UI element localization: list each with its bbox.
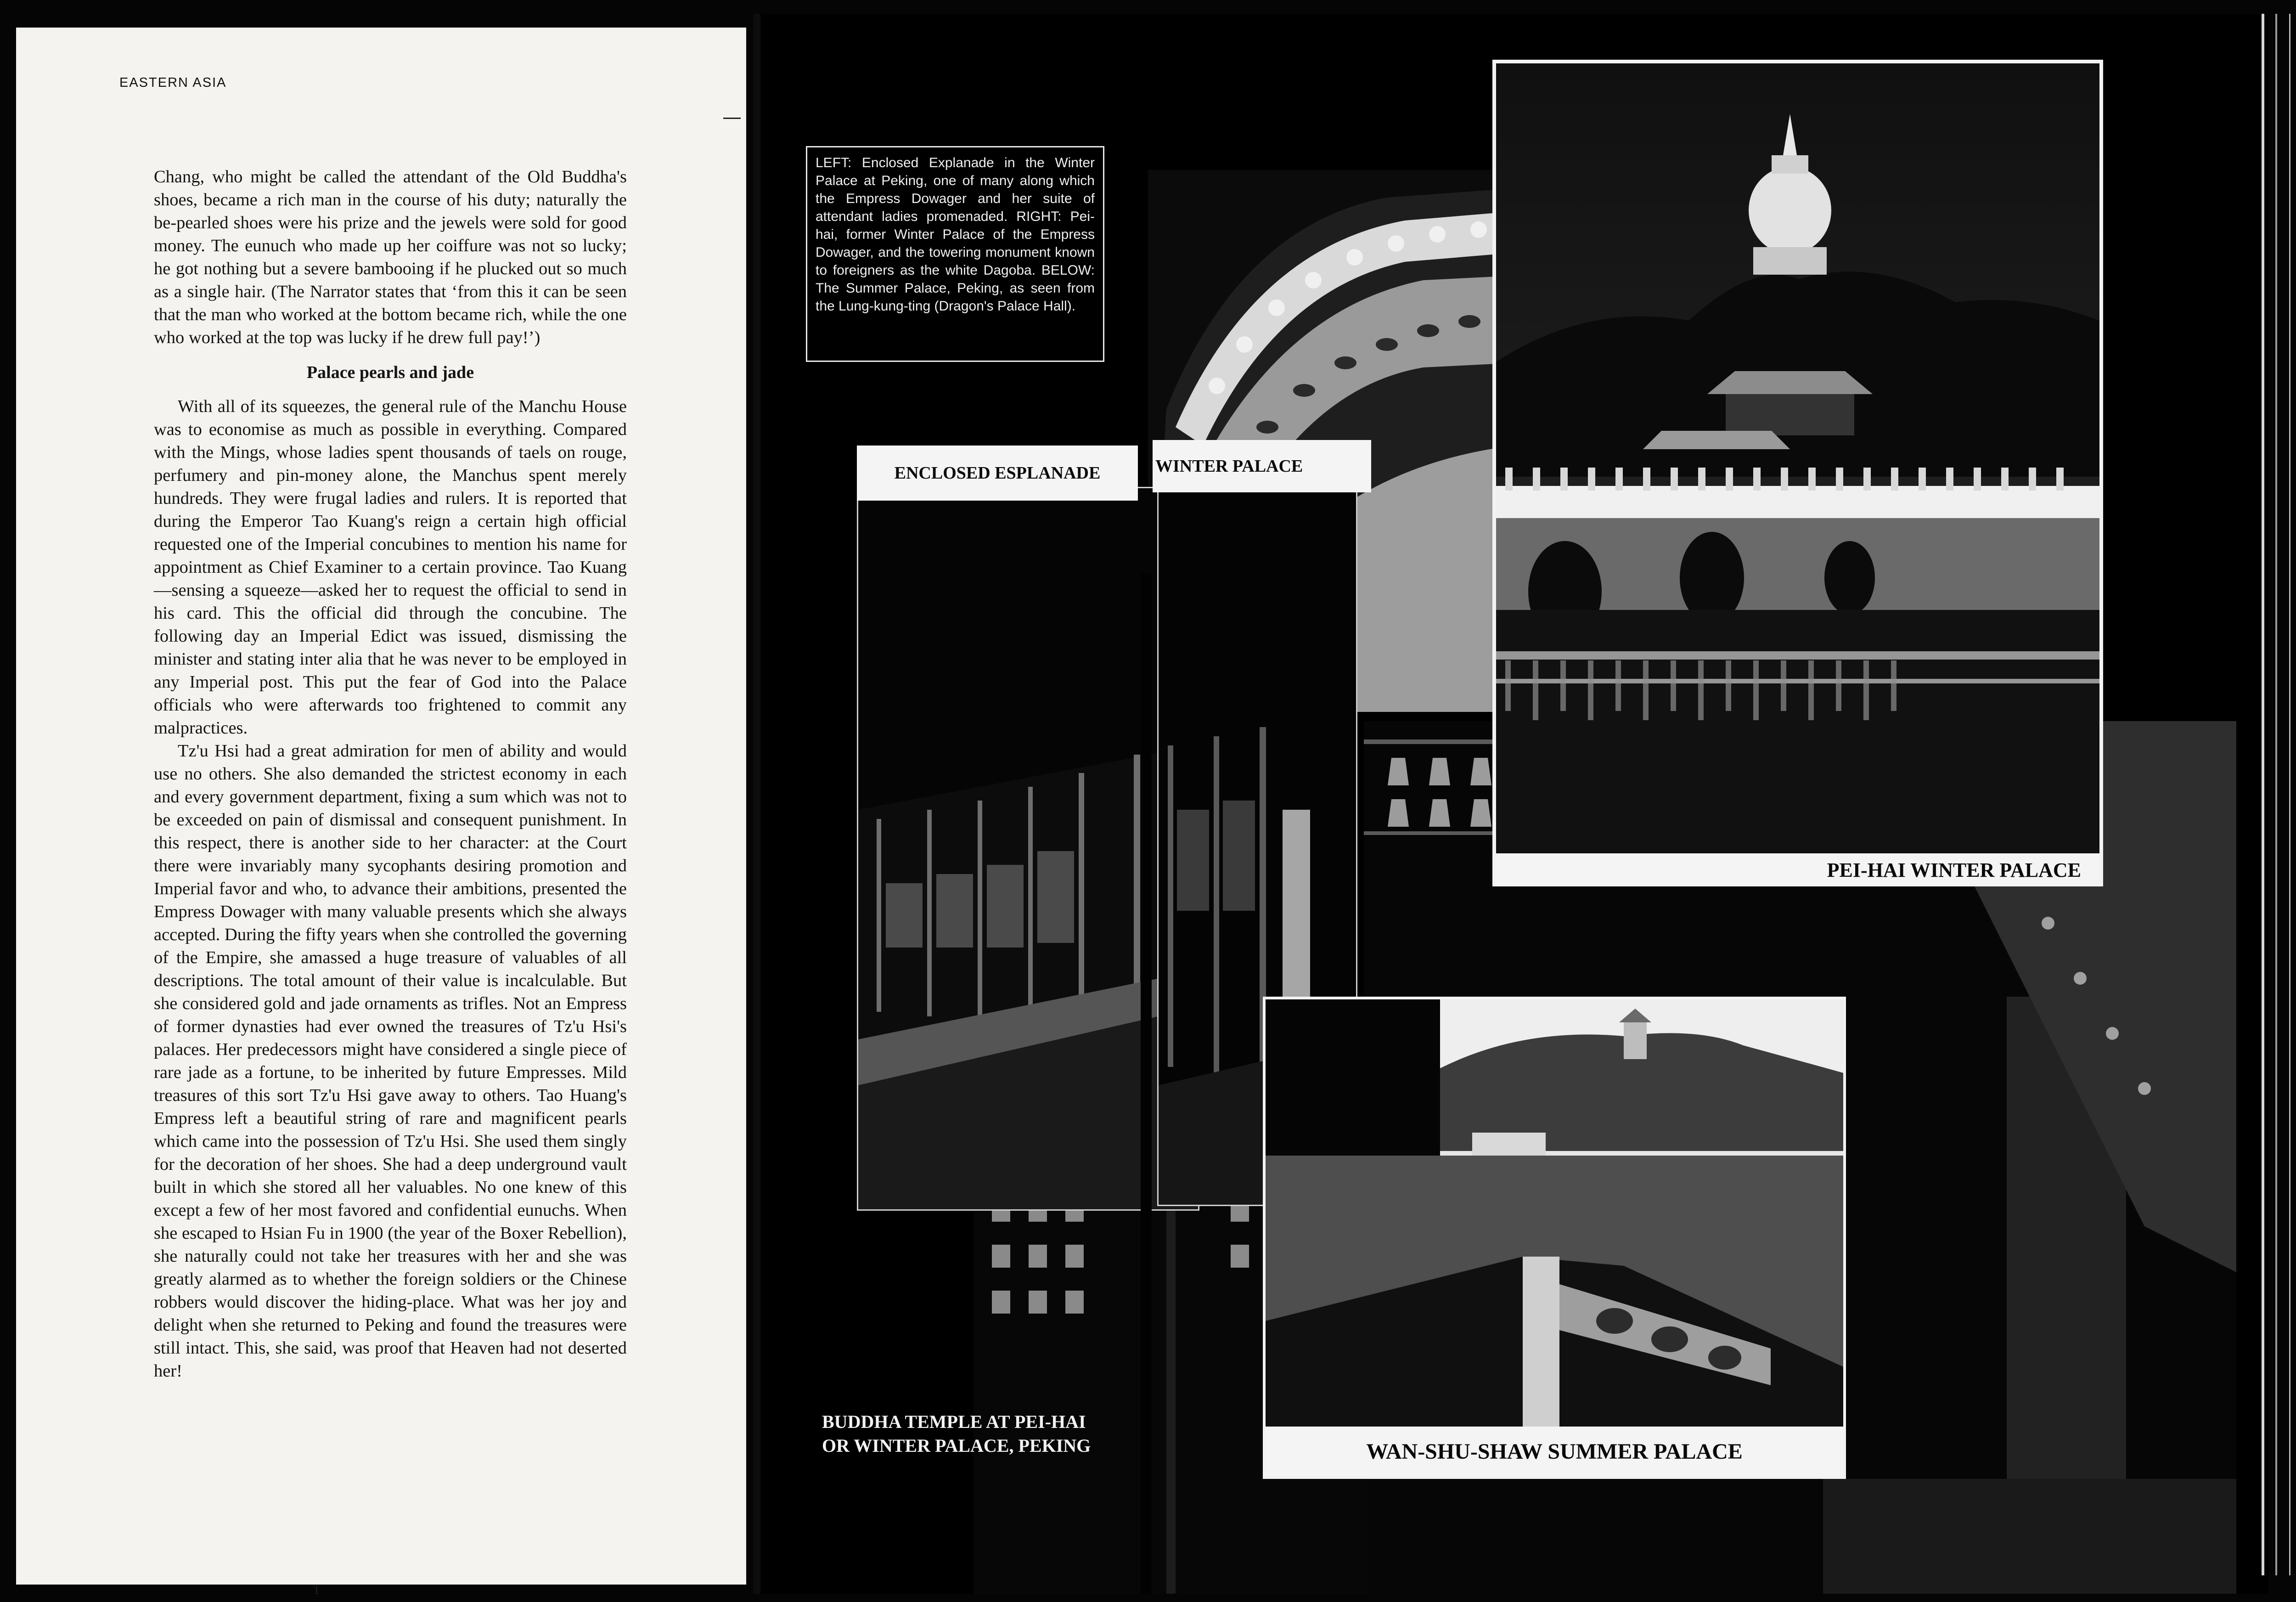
inner-gutter: [1141, 574, 1152, 1594]
esplanade-label-right: [1153, 440, 1371, 492]
buddha-temple-label: [822, 1410, 1091, 1458]
text-page: [16, 28, 746, 1596]
page-edges: [2262, 14, 2296, 1585]
pei-hai-image: [1496, 63, 2099, 853]
page-number: 1: [314, 1585, 319, 1596]
summer-palace-label: [1266, 1427, 1843, 1476]
page-edge-line: [2275, 14, 2277, 1575]
pei-hai-label-text: PEI-HAI WINTER PALACE: [1827, 858, 2081, 881]
pei-hai-label: [1496, 853, 2099, 886]
photo-caption-box: [806, 146, 1104, 362]
pei-hai-photo: [1496, 63, 2099, 853]
esplanade-label-left: [857, 446, 1138, 501]
section-heading: Palace pearls and jade: [306, 363, 474, 382]
page-edge-line: [2262, 14, 2264, 1575]
spine-gutter: [753, 14, 760, 1594]
page-edge-line: [2289, 14, 2290, 1575]
esplanade-label-right-text: WINTER PALACE: [1155, 457, 1303, 476]
buddha-temple-label-line1: BUDDHA TEMPLE AT PEI-HAI: [822, 1411, 1086, 1432]
summer-palace-frame: [1263, 997, 1846, 1479]
intro-paragraph: Chang, who might be called the attendant of the Old Buddha's shoes, became a rich man in the course of his duty; naturally the be-pearled shoes were his prize and the jewels were sold for good money. The eunuch who made up her coiffure was not so lucky; he got nothing but a severe bambooing if he plucked out so much as a single hair. (The Narrator states that ‘from this it can be seen that the man who worked at the bottom became rich, while the one who worked at the top was lucky if he drew full pay!’): [154, 167, 627, 347]
esplanade-label-left-text: ENCLOSED ESPLANADE: [894, 463, 1101, 483]
pei-hai-frame: [1492, 60, 2103, 886]
article-body: [154, 165, 627, 1382]
paragraph-treasures: Tz'u Hsi had a great admiration for men of ability and would use no others. She also demanded the strictest economy in each and every government department, fixing a sum which was not to be exceeded on pain of dismissal and consequent punishment. In this respect, there is another side to her character: at the Court there were invariably many sycophants desiring promotion and Imperial favor and who, to advance their ambitions, presented the Empress Dowager with many valuable presents which she always accepted. During the fifty years when she controlled the governing of the Empire, she amassed a huge treasure of valuables of all descriptions. The total amount of their value is incalculable. But she considered gold and jade ornaments as trifles. Not an Empress of former dynasties had ever owned the treasures of Tz'u Hsi's palaces. Her predecessors might have considered a single piece of rare jade as a fortune, to be inherited by future Empresses. Mild treasures of this sort Tz'u Hsi gave away to others. Tao Huang's Empress left a beautiful string of rare and magnificent pearls which came into the possession of Tz'u Hsi. She used them singly for the decoration of her shoes. She had a deep underground vault built in which she stored all her valuables. No one knew of this except a few of her most favored and confidential eunuchs. When she escaped to Hsian Fu in 1900 (the year of the Boxer Rebellion), she naturally could not take her treasures with her and she was greatly alarmed as to whether the foreign soldiers or the Chinese robbers would discover the hiding-place. What was her joy and delight when she returned to Peking and found the treasures were still intact. This, she said, was proof that Heaven had not deserted her!: [154, 741, 627, 1381]
running-head: EASTERN ASIA: [119, 75, 227, 90]
photo-page: [753, 14, 2268, 1594]
summer-palace-label-text: WAN-SHU-SHAW SUMMER PALACE: [1366, 1439, 1743, 1464]
margin-mark: [723, 118, 741, 119]
summer-palace-image: [1266, 999, 1843, 1427]
photo-caption: LEFT: Enclosed Explanade in the Winter Palace at Peking, one of many along which the Empress Dowager and her suite of attendant ladies promenaded. RIGHT: Pei-hai, former Winter Palace of the Empress Dowager, and the towering monument known to foreigners as the white Dagoba. BELOW: The Summer Palace, Peking, as seen from the Lung-kung-ting (Dragon's Palace Hall).: [816, 155, 1095, 314]
buddha-temple-label-line2: OR WINTER PALACE, PEKING: [822, 1435, 1091, 1456]
paragraph-economy: With all of its squeezes, the general rule of the Manchu House was to economise as much as possible in everything. Compared with the Mings, whose ladies spent thousands of taels on rouge, perfumery and pin-money alone, the Manchus spent merely hundreds. They were frugal ladies and rulers. It is reported that during the Emperor Tao Kuang's reign a certain high official requested one of the Imperial concubines to mention his name for appointment as Chief Examiner to a certain province. Tao Kuang—sensing a squeeze—asked her to request the official to send in his card. This the official did through the concubine. The following day an Imperial Edict was issued, dismissing the minister and stating inter alia that he was never to be employed in any Imperial post. This put the fear of God into the Palace officials who were afterwards too frightened to commit any malpractices.: [154, 397, 627, 738]
summer-palace-photo: [1266, 999, 1843, 1427]
